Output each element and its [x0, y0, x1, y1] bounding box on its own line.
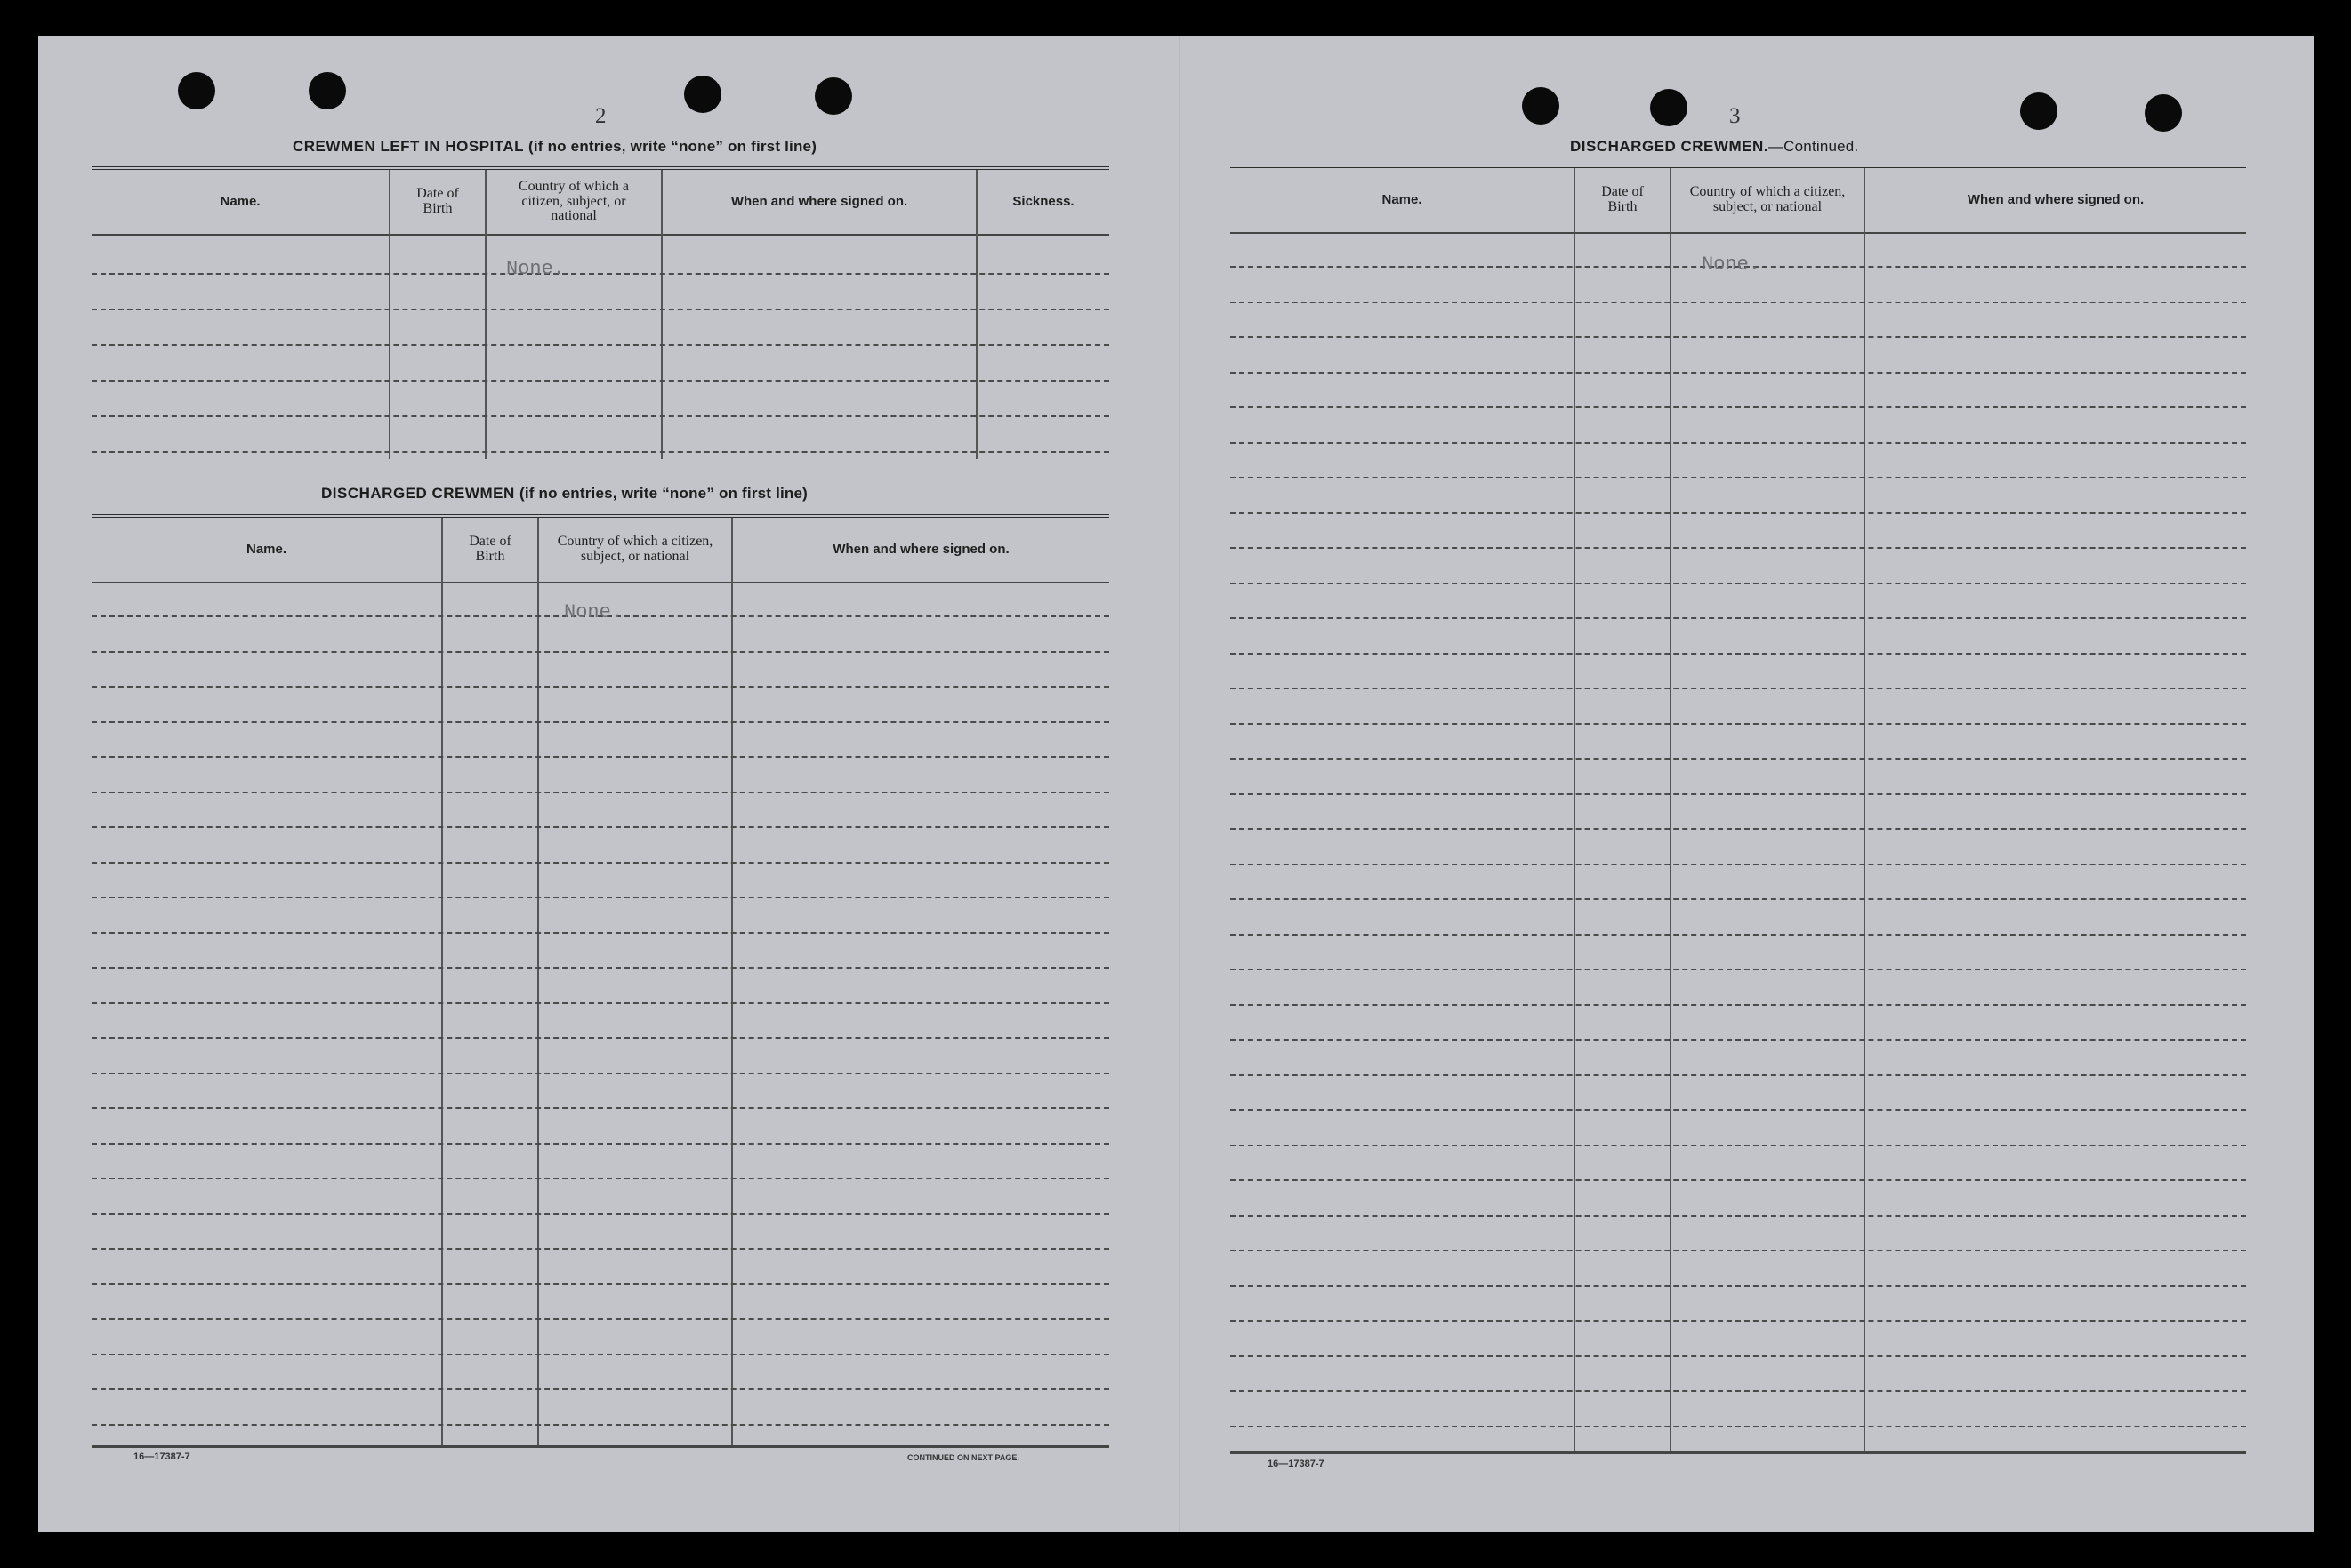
- table-row: [1230, 969, 2246, 970]
- table-row: [92, 1283, 1109, 1285]
- table-row: [92, 1107, 1109, 1109]
- table-row: [92, 415, 1109, 417]
- table-row: [92, 1178, 1109, 1179]
- discharged-continued-text: DISCHARGED CREWMEN.: [1570, 138, 1768, 155]
- table-row: [92, 651, 1109, 653]
- table-row: [92, 1424, 1109, 1426]
- table-row: [1230, 688, 2246, 689]
- table-row: [92, 1073, 1109, 1074]
- table-row: [92, 932, 1109, 934]
- table-row: [92, 1002, 1109, 1004]
- table-row: [92, 897, 1109, 898]
- table-row: [1230, 1179, 2246, 1181]
- table-row: [1230, 1390, 2246, 1392]
- table-row: [1230, 898, 2246, 900]
- bottom-rule-right: [1230, 1451, 2246, 1454]
- form-number-right: 16—17387-7: [1268, 1459, 1324, 1469]
- table-row: [92, 826, 1109, 828]
- page-number-left: 2: [595, 104, 607, 128]
- table-row: [92, 686, 1109, 688]
- table-row: [1230, 793, 2246, 795]
- hospital-table-header: [92, 170, 1109, 236]
- table-row: [1230, 406, 2246, 408]
- table-row: [1230, 1109, 2246, 1111]
- table-row: [92, 309, 1109, 310]
- binder-hole: [2145, 94, 2182, 132]
- discharged-table-header: [92, 518, 1109, 583]
- table-row: [1230, 1145, 2246, 1146]
- binder-hole: [1522, 87, 1559, 125]
- table-row: [1230, 1250, 2246, 1251]
- table-row: [1230, 1426, 2246, 1427]
- hospital-instruction: (if no entries, write “none” on first line): [528, 138, 817, 155]
- table-row: [1230, 477, 2246, 478]
- hospital-section-title: [293, 138, 817, 156]
- table-row: [1230, 1039, 2246, 1041]
- table-row: [92, 451, 1109, 453]
- hospital-rows: [92, 234, 1109, 459]
- table-row: [1230, 1355, 2246, 1357]
- table-row: [92, 1143, 1109, 1145]
- table-row: [1230, 1320, 2246, 1322]
- table-row: [1230, 302, 2246, 303]
- table-row: [1230, 723, 2246, 725]
- discharged-rows: [1230, 232, 2246, 1454]
- discharged-instruction: (if no entries, write “none” on first line): [519, 485, 809, 502]
- header-sickness: Sickness.: [1012, 194, 1075, 210]
- discharged-continued-title: [1570, 138, 1858, 156]
- hospital-table: [92, 166, 1109, 459]
- header-birth: Date of Birth: [416, 186, 459, 216]
- form-number-left: 16—17387-7: [133, 1451, 190, 1462]
- table-row: [1230, 547, 2246, 549]
- table-row: [92, 1388, 1109, 1390]
- header-name: Name.: [1381, 192, 1422, 208]
- table-row: [1230, 512, 2246, 514]
- discharged-none-entry: None.: [564, 601, 624, 623]
- header-country: Country of which a citizen, subject, or national: [1689, 184, 1846, 214]
- hospital-title-text: CREWMEN LEFT IN HOSPITAL: [293, 138, 524, 155]
- table-row: [92, 967, 1109, 969]
- header-country: Country of which a citizen, subject, or national: [519, 178, 629, 224]
- table-row: [92, 1037, 1109, 1039]
- table-row: [1230, 864, 2246, 865]
- binder-hole: [815, 77, 852, 115]
- table-row: [1230, 1285, 2246, 1287]
- table-row: [1230, 1074, 2246, 1076]
- page-number-right: 3: [1729, 104, 1741, 128]
- table-row: [1230, 1004, 2246, 1006]
- discharged-table-left: [92, 514, 1109, 1446]
- binder-hole: [684, 76, 721, 113]
- table-row: [92, 721, 1109, 723]
- discharged-title-text: DISCHARGED CREWMEN: [321, 485, 515, 502]
- discharged-none-entry: None.: [1702, 253, 1761, 276]
- discharged-table-right: [1230, 165, 2246, 1454]
- header-country: Country of which a citizen, subject, or national: [557, 534, 713, 564]
- table-row: [1230, 758, 2246, 760]
- table-row: [92, 273, 1109, 275]
- discharged-section-title: [321, 485, 808, 503]
- table-row: [1230, 583, 2246, 584]
- header-signed: When and where signed on.: [730, 194, 908, 210]
- table-row: [92, 756, 1109, 758]
- table-row: [1230, 442, 2246, 444]
- center-fold: [1179, 36, 1180, 1532]
- table-row: [92, 380, 1109, 382]
- table-row: [92, 1213, 1109, 1215]
- table-row: [1230, 828, 2246, 830]
- discharged-table-header: [1230, 168, 2246, 234]
- binder-hole: [309, 72, 346, 109]
- table-row: [1230, 336, 2246, 338]
- table-row: [92, 792, 1109, 793]
- header-signed: When and where signed on.: [1967, 192, 2145, 208]
- table-row: [92, 1318, 1109, 1320]
- table-row: [92, 1354, 1109, 1355]
- table-row: [1230, 653, 2246, 655]
- table-row: [92, 1248, 1109, 1250]
- table-row: [1230, 1215, 2246, 1217]
- binder-hole: [178, 72, 215, 109]
- header-name: Name.: [246, 542, 287, 558]
- continued-suffix: —Continued.: [1767, 138, 1859, 155]
- header-name: Name.: [220, 194, 261, 210]
- hospital-none-entry: None.: [506, 258, 566, 280]
- table-row: [92, 344, 1109, 346]
- bottom-rule-left: [92, 1445, 1109, 1448]
- header-signed: When and where signed on.: [833, 542, 1010, 558]
- header-birth: Date of Birth: [469, 534, 511, 564]
- table-row: [1230, 372, 2246, 374]
- header-birth: Date of Birth: [1601, 184, 1644, 214]
- table-row: [1230, 934, 2246, 936]
- table-row: [1230, 617, 2246, 619]
- binder-hole: [2020, 92, 2057, 130]
- binder-hole: [1650, 89, 1687, 126]
- continued-note: CONTINUED ON NEXT PAGE.: [907, 1453, 1019, 1462]
- table-row: [92, 862, 1109, 864]
- discharged-rows: [92, 582, 1109, 1446]
